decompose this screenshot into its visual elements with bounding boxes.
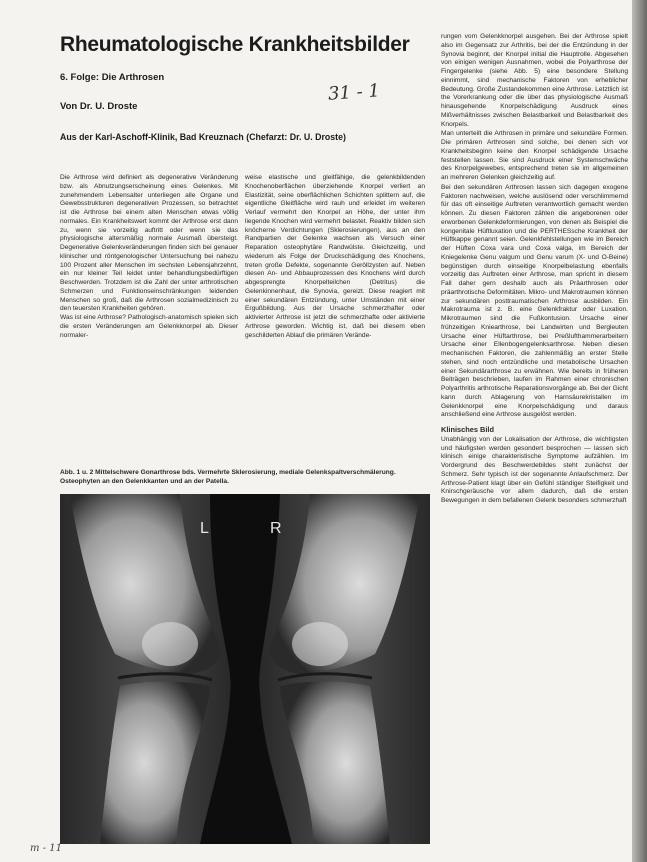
handwritten-note: 31 - 1: [327, 80, 381, 105]
section-heading: Klinisches Bild: [441, 425, 494, 434]
paragraph: Man unterteilt die Arthrosen in primäre und sekundäre Formen. Die primären Arthrosen sind solche, bei denen sich vor Krankheitsbeginn keine den Knorpel schädigende Ursache feststellen lassen. Sie sind Ausdruck einer Systemschwäche des Knorpelgewebes, entsprechend treten sie im allgemeinen an mehreren Gelenken gleichzeitig auf.: [441, 130, 628, 181]
article-author: Von Dr. U. Droste: [60, 101, 138, 112]
paragraph: Unabhängig von der Lokalisation der Arthrose, die wichtigsten und häufigsten werden gesondert besprochen — lassen sich klinisch einige charakteristische Symptome aufzählen. Im Vordergrund des Beschwerdebildes steht zunächst der Schmerz. Sehr typisch ist der sogenannte Anlaufschmerz. Der Arthrose-Patient klagt über ein Gefühl ständiger Steifigkeit und Knirschgeräusche vor allem dadurch, daß die ersten Bewegungen in dem befallenen Gelenk besonders schmerzhaft: [441, 435, 628, 504]
text-column-1: [60, 174, 238, 466]
figure-caption-text: Abb. 1 u. 2 Mittelschwere Gonarthrose bds. Vermehrte Sklerosierung, mediale Gelenkspaltverschmälerung. Osteophyten an den Gelenkkanten und an der Patella.: [60, 469, 396, 485]
page-number: m - 11: [30, 843, 62, 854]
article-series: 6. Folge: Die Arthrosen: [60, 72, 165, 83]
text-column-3: [441, 33, 628, 858]
paragraph: Was ist eine Arthrose? Pathologisch-anatomisch spielen sich die ersten Veränderungen am Gelenkknorpel ab. Dieser normaler-: [60, 314, 238, 339]
article-title: Rheumatologische Krankheitsbilder: [60, 33, 410, 56]
page-edge-shadow: [632, 0, 647, 862]
paragraph: rungen vom Gelenkknorpel ausgehen. Bei der Arthrose spielt also im Gegensatz zur Arthritis, bei der die Entzündung in der Synovia beginnt, der Knorpel initial die Hauptrolle. Abgesehen von einigen wenigen Ausnahmen, wobei die Polyarthrose der Fingergelenke (siehe Abb. 5) eine besondere Stellung einnimmt, sind mechanische Faktoren von erheblicher Bedeutung. Große Zustandekommen eine Arthrose. Letztlich ist the Vorerkrankung oder die über das physiologische Ausmaß hinausgehende Knorpelschädigung Ausdruck eines Mißverhältnisses zwischen Belastbarkeit und Belastbarkeit des Knorpels.: [441, 33, 628, 128]
paragraph: Die Arthrose wird definiert als degenerative Veränderung bzw. als Abnutzungserscheinung eines Gelenkes. Mit zunehmendem Lebensalter unterliegen alle Organe und Gewebsstrukturen degenerativen Prozessen, so betrachtet ist die Arthrose bei einem alten Menschen etwas völlig normales. Ein Krankheitswert kommt der Arthrose erst dann zu, wenn sie vorzeitig auftritt oder wenn sie das physiologische altersmäßig normale Ausmaß übersteigt. Degenerative Gelenkveränderungen finden sich bei genauer klinischer und röntgenologischer Untersuchung bei nahezu 100 Prozent aller Menschen im sechsten Lebensjahrzehnt, ein nur kleiner Teil leidet unter behandlungsbedürftigen Beschwerden. Trotzdem ist die Zahl der unter arthrotischen Schmerzen und Funktionseinschränkungen leidenden Menschen so groß, daß die Arthrosen sozialmedizinisch zu den teuersten Krankheiten gehören.: [60, 174, 238, 313]
text-column-2: [245, 174, 425, 466]
xray-marker-left: L: [200, 520, 209, 537]
article-affiliation: Aus der Karl-Aschoff-Klinik, Bad Kreuznach (Chefarzt: Dr. U. Droste): [60, 132, 346, 142]
paragraph: Bei den sekundären Arthrosen lassen sich dagegen exogene Faktoren nachweisen, welche auslösend oder verschlimmernd für das oft einseitige Auftreten verantwortlich gemacht werden können. Zu diesen Faktoren zählen die angeborenen oder erworbenen Gelenkdeformierungen, von denen als Beispiel die kongenitale Hüftluxation und die PERTHESsche Krankheit der Hüftkappe genannt seien. Gelenkfehlstellungen wie im Bereich der Hüften Coxa vara und Coxa valga, im Bereich der Kniegelenke Genu valgum und Genu varum (X- und O-Beine) begünstigen durch einseitige Knorpelbelastung ebenfalls vorzeitig das Auftreten einer Arthrose, man spricht in diesem Fall daher gern deshalb auch als Präarthrosen oder präarthrotische Deformitäten. Mikro- und Makrotraumen können zur sekundären posttraumatischen Arthrose ausbilden. Ein Makrotrauma ist z. B. eine Gelenkfraktur oder Luxation. Mikrotraumen sind die Fußkontusion. Ursache einer frühzeitigen Kniearthrose, bei Landwirten und Bergleuten Ursache einer Hüftarthrose, bei Preßlufthammerarbeitern Ursache einer Ellenbogengelenksarthrose. Neben diesen mechanischen Faktoren, die zahlenmäßig an erster Stelle stehen, sind noch entzündliche und metabolische Ursachen einer Sekundärarthrose zu erwähnen. Wie bereits in früheren Beiträgen beschrieben, laufen im Rahmen einer chronischen Polyarthritis arthrotische Reparationsvorgänge ab. Bei der Gicht kann durch Ablagerung von Harnsäurekristallen im Gelenkknorpel eine Knorpelschädigung und daraus anschließend eine Arthrose ausgelöst werden.: [441, 183, 628, 419]
xray-marker-right: R: [270, 520, 282, 537]
xray-image: [60, 494, 430, 844]
figure-caption: [60, 469, 430, 486]
knee-xray-illustration: [60, 494, 430, 844]
paragraph: weise elastische und gleitfähige, die gelenkbildenden Knochenoberflächen überziehende Knorpel verliert an Elastizität, seine oberflächlichen Schichten splittern auf, die eigentliche Gleitfläche wird rauh und erleidet im weiteren Verlauf vermehrt den Knorpel an Höhe, der unter ihm liegende Knochen wird vermehrt belastet. Reaktiv bilden sich knöcherne Verdichtungen (Sklerosierungen), aus an den Randpartien der Gelenke wachsen als Versuch einer Reparation osteophytäre Randwülste. Gleichzeitig, und wiederum als Folge der Druckschädigung des Knochens, treten große Defekte, sogenannte Geröllzysten auf. Neben diesen An- und Abbauprozessen des Knochens wird durch abgesprengte Knorpelteilchen (Detritus) die Gelenkinnenhaut, die Synovia, gereizt. Diese reagiert mit einer sekundären Entzündung, unter Umständen mit einer Ergußbildung. Aus der Ursache schmerzhafter oder aktivierter Arthrose ist jetzt die schmerzhafte oder aktivierte Arthrose geworden. Wichtig ist, daß bei diesem eben geschilderten Ablauf die primären Verände-: [245, 174, 425, 339]
